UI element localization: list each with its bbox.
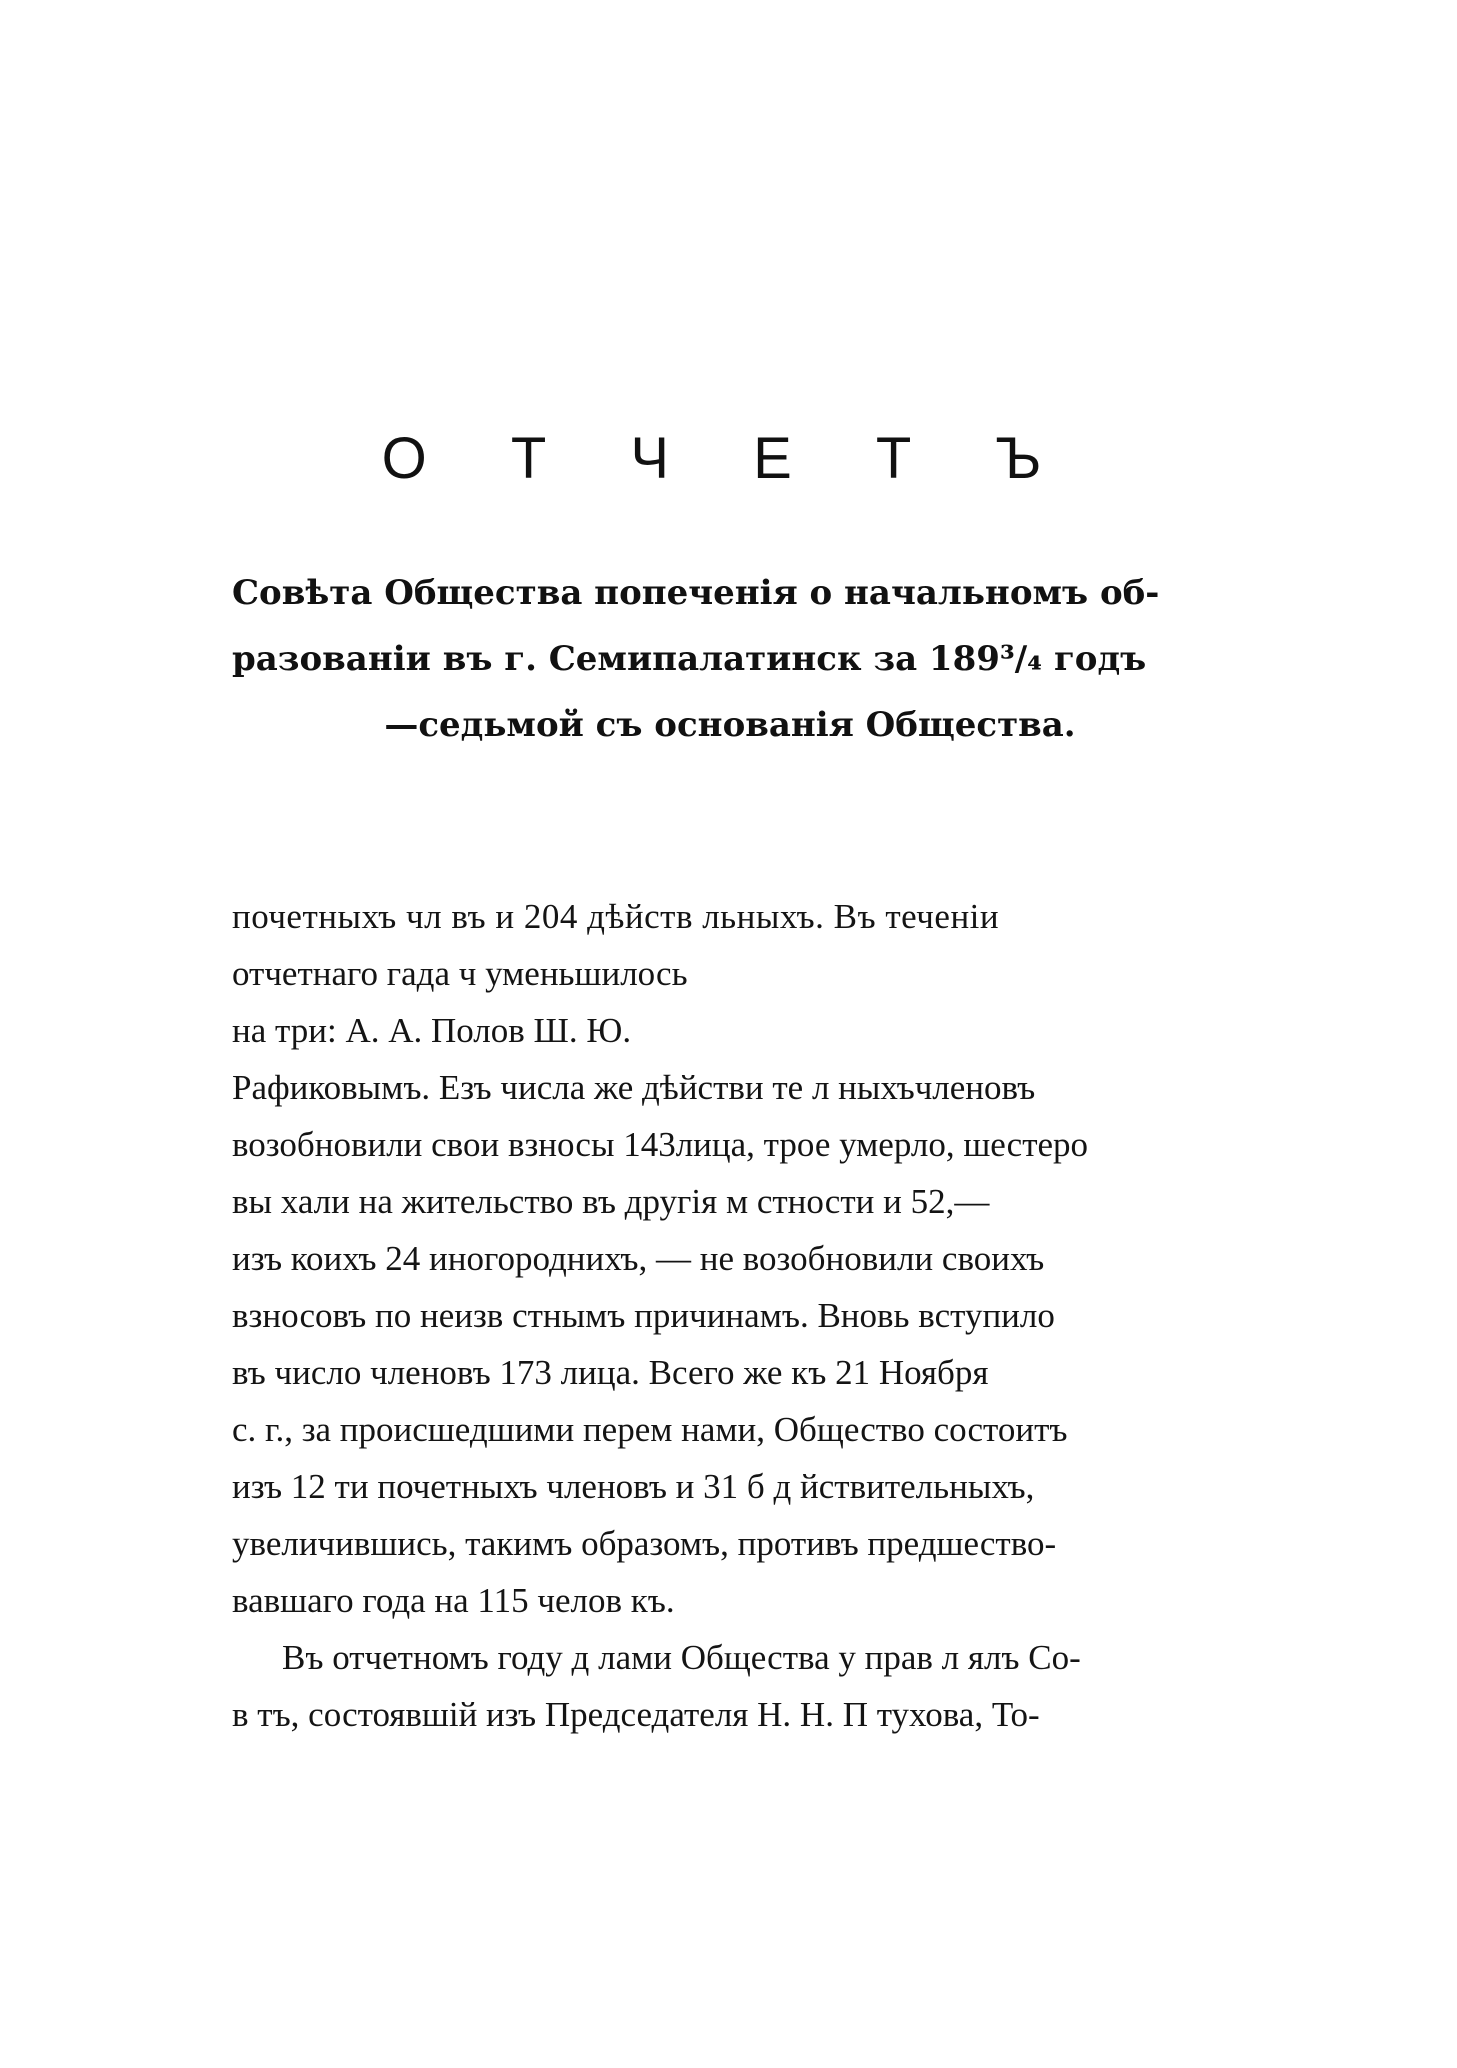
body-line-2: отчетнаго гада ч уменьшилось: [232, 954, 688, 993]
body-line-11: изъ 12 ти почетныхъ членовъ и 31 б д йствительныхъ,: [232, 1467, 1035, 1506]
body-line-15: в тъ, состоявшій изъ Председателя Н. Н. П тухова, То-: [232, 1695, 1040, 1734]
body-line-13: вавшаго года на 115 челов къ.: [232, 1581, 675, 1620]
body-line-1: почетныхъ чл въ и 204 дѣйств льныхъ. Въ теченіи: [232, 897, 1000, 936]
body-line-8: взносовъ по неизв стнымъ причинамъ. Вновь вступило: [232, 1296, 1055, 1335]
body-line-4: Рафиковымъ. Езъ числа же дѣйстви те л ныхъчленовъ: [232, 1068, 1036, 1107]
subtitle-line-1: Совѣта Общества попеченія о начальномъ об-: [232, 573, 1160, 613]
document-heading: О Т Ч Е Т Ъ: [381, 426, 1076, 491]
body-line-12: увеличившись, такимъ образомъ, противъ предшество-: [232, 1524, 1057, 1563]
body-text: [232, 888, 1232, 1743]
document-subtitle: [232, 560, 1228, 758]
body-line-14: Въ отчетномъ году д лами Общества у прав л ялъ Со-: [282, 1638, 1081, 1677]
body-line-6: вы хали на жительство въ другія м стности и 52,—: [232, 1182, 990, 1221]
body-line-10: с. г., за происшедшими перем нами, Общество состоитъ: [232, 1410, 1068, 1449]
body-line-7: изъ коихъ 24 иногороднихъ, — не возобновили своихъ: [232, 1239, 1045, 1278]
subtitle-line-2: разованіи въ г. Семипалатинск за 189³/₄ годъ: [232, 639, 1147, 679]
body-line-3: на три: А. А. Полов Ш. Ю.: [232, 1011, 632, 1050]
body-line-5: возобновили свои взносы 143лица, трое умерло, шестеро: [232, 1125, 1089, 1164]
subtitle-line-3: —седьмой съ основанія Общества.: [384, 705, 1076, 745]
body-line-9: въ число членовъ 173 лица. Всего же къ 21 Ноября: [232, 1353, 989, 1392]
